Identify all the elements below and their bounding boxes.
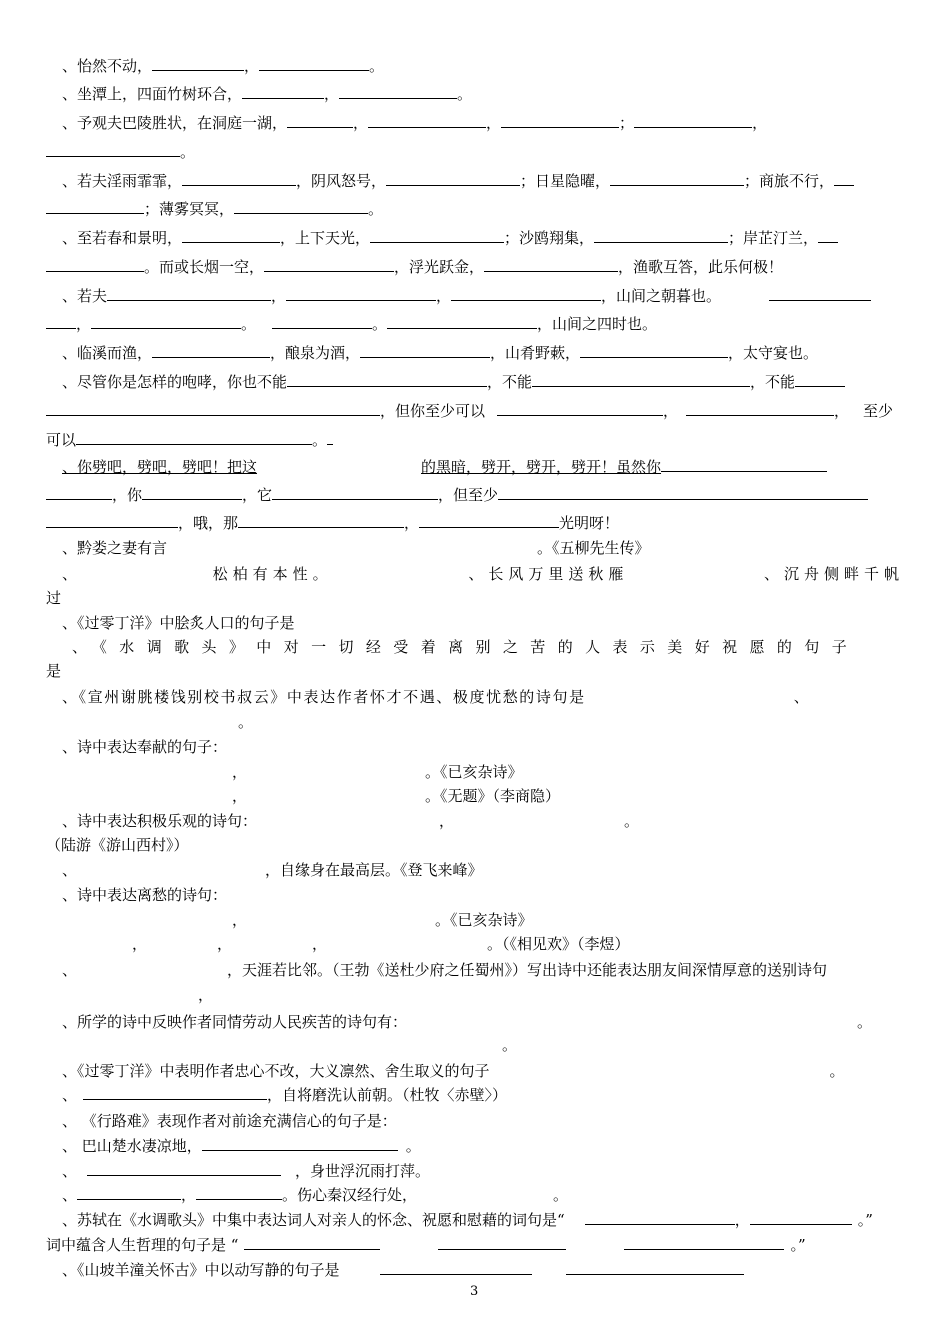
line-41: 、 《行路难》表现作者对前途充满信心的句子是：	[62, 1112, 397, 1130]
answer-blank[interactable]	[624, 1234, 784, 1250]
answer-blank[interactable]	[501, 112, 619, 128]
line-38: 。	[502, 1036, 518, 1054]
answer-blank[interactable]	[532, 371, 750, 387]
line-19: 、 松柏有本性。 、长风万里送秋雁 、沉舟侧畔千帆	[62, 565, 904, 583]
answer-blank[interactable]	[46, 141, 180, 157]
line-32: 、诗中表达离愁的诗句：	[62, 886, 228, 904]
answer-blank[interactable]	[750, 1209, 852, 1225]
line-36: ，	[198, 986, 214, 1004]
answer-blank[interactable]	[46, 256, 144, 272]
line-2: 、坐潭上，四面竹树环合， ， 。	[62, 85, 473, 103]
line-20: 过	[46, 589, 62, 607]
answer-blank[interactable]	[182, 227, 280, 243]
answer-blank[interactable]	[610, 170, 744, 186]
answer-blank[interactable]	[438, 1234, 566, 1250]
answer-blank[interactable]	[76, 429, 312, 445]
line-12: 、尽管你是怎样的咆哮，你也不能 ，不能 ，不能	[62, 371, 845, 393]
answer-blank[interactable]	[264, 256, 394, 272]
line-43: 、 ，身世浮沉雨打萍。	[62, 1162, 431, 1180]
answer-blank[interactable]	[77, 1184, 181, 1200]
answer-blank[interactable]	[46, 512, 178, 528]
line-33: ， 。《已亥杂诗》	[232, 911, 533, 929]
answer-blank[interactable]	[286, 285, 436, 301]
line-39: 、《过零丁洋》中表明作者忠心不改，大义凛然、舍生取义的句子 。	[62, 1062, 845, 1080]
answer-blank[interactable]	[327, 429, 333, 445]
line-9: 、若夫 ， ， ，山间之朝暮也。	[62, 285, 871, 307]
line-18: 、黔娄之妻有言 。《五柳先生传》	[62, 539, 650, 557]
line-46: 词中蕴含人生哲理的句子是 “ 。”	[46, 1236, 806, 1254]
line-5: 、若夫淫雨霏霏， ，阴风怒号， ；日星隐曜， ；商旅不行，	[62, 170, 854, 192]
line-1: 、怡然不动， ， 。	[62, 57, 385, 75]
answer-blank[interactable]	[46, 198, 144, 214]
line-23: 是	[46, 662, 62, 680]
answer-blank[interactable]	[238, 512, 404, 528]
answer-blank[interactable]	[272, 313, 372, 329]
line-44: 、 ， 。伤心秦汉经行处， 。	[62, 1186, 569, 1204]
line-15: 、你劈吧，劈吧，劈吧！把这 的黑暗，劈开，劈开，劈开！虽然你	[46, 456, 827, 478]
answer-blank[interactable]	[380, 1259, 532, 1275]
answer-blank[interactable]	[46, 484, 112, 500]
line-6: ；薄雾冥冥， 。	[46, 198, 383, 220]
answer-blank[interactable]	[244, 1234, 380, 1250]
line-42: 、 巴山楚水凄凉地， 。	[62, 1137, 421, 1155]
answer-blank[interactable]	[142, 484, 242, 500]
answer-blank[interactable]	[834, 170, 854, 186]
answer-blank[interactable]	[451, 285, 601, 301]
line-29: 、诗中表达积极乐观的诗句： ， 。	[62, 812, 640, 830]
answer-blank[interactable]	[259, 55, 369, 71]
line-31: 、 ，自缘身在最高层。《登飞来峰》	[62, 861, 483, 879]
answer-blank[interactable]	[107, 285, 271, 301]
answer-blank[interactable]	[46, 400, 380, 416]
answer-blank[interactable]	[339, 83, 457, 99]
answer-blank[interactable]	[360, 342, 490, 358]
line-34: ， ， ， 。（《相见欢》（李煜）	[132, 935, 630, 953]
line-22: 、《水调歌头》中对一切经受着离别之苦的人表示美好祝愿的句子	[72, 638, 860, 656]
line-16: ，你 ，它 ，但至少	[46, 484, 868, 506]
answer-blank[interactable]	[566, 1259, 744, 1275]
answer-blank[interactable]	[769, 285, 871, 301]
answer-blank[interactable]	[634, 112, 752, 128]
line-3: 、予观夫巴陵胜状，在洞庭一湖， ， ， ； ，	[62, 114, 768, 132]
line-40: 、 ，自将磨洗认前朝。（杜牧〈赤壁〉）	[62, 1086, 508, 1104]
answer-blank[interactable]	[387, 313, 537, 329]
answer-blank[interactable]	[818, 227, 838, 243]
line-11: 、临溪而渔， ，酿泉为酒， ，山肴野蔌， ，太守宴也。	[62, 344, 819, 362]
answer-blank[interactable]	[242, 83, 324, 99]
line-25: 。	[238, 713, 254, 731]
answer-blank[interactable]	[795, 371, 845, 387]
line-27: ， 。《已亥杂诗》	[232, 763, 523, 781]
line-14: 可以 。	[46, 429, 333, 451]
answer-blank[interactable]	[152, 342, 270, 358]
answer-blank[interactable]	[83, 1084, 267, 1100]
answer-blank[interactable]	[497, 400, 663, 416]
page-number: 3	[470, 1284, 479, 1299]
answer-blank[interactable]	[594, 227, 728, 243]
answer-blank[interactable]	[272, 484, 438, 500]
line-37: 、所学的诗中反映作者同情劳动人民疾苦的诗句有： 。	[62, 1013, 873, 1031]
answer-blank[interactable]	[91, 313, 241, 329]
answer-blank[interactable]	[661, 456, 827, 472]
line-10: ， 。 。 ，山间之四时也。	[46, 313, 657, 335]
answer-blank[interactable]	[686, 400, 834, 416]
line-8: 。而或长烟一空， ，浮光跃金， ，渔歌互答，此乐何极！	[46, 256, 783, 278]
answer-blank[interactable]	[368, 112, 486, 128]
answer-blank[interactable]	[46, 313, 76, 329]
answer-blank[interactable]	[87, 1160, 281, 1176]
answer-blank[interactable]	[234, 198, 368, 214]
line-7: 、至若春和景明， ，上下天光， ；沙鸥翔集， ；岸芷汀兰，	[62, 227, 838, 249]
line-47: 、《山坡羊潼关怀古》中以动写静的句子是	[62, 1259, 744, 1281]
answer-blank[interactable]	[580, 342, 728, 358]
line-24: 、《宣州谢朓楼饯别校书叔云》中表达作者怀才不遇、极度忧愁的诗句是 、	[62, 688, 809, 706]
line-45: 、苏轼在《水调歌头》中集中表达词人对亲人的怀念、祝愿和慰藉的词句是“ ， 。”	[62, 1211, 873, 1229]
answer-blank[interactable]	[370, 227, 504, 243]
line-17: ，哦，那 ， 光明呀！	[46, 512, 619, 534]
answer-blank[interactable]	[202, 1135, 398, 1151]
answer-blank[interactable]	[182, 170, 296, 186]
answer-blank[interactable]	[386, 170, 520, 186]
line-4: 。	[46, 141, 195, 163]
line-26: 、诗中表达奉献的句子：	[62, 738, 228, 756]
line-35: 、 ，天涯若比邻。（王勃《送杜少府之任蜀州》）写出诗中还能表达朋友间深情厚意的送别诗句	[62, 961, 828, 979]
answer-blank[interactable]	[287, 112, 353, 128]
answer-blank[interactable]	[498, 484, 868, 500]
answer-blank[interactable]	[196, 1184, 282, 1200]
line-28: ， 。《无题》（李商隐）	[232, 787, 561, 805]
answer-blank[interactable]	[419, 512, 559, 528]
answer-blank[interactable]	[287, 371, 487, 387]
line-30: （陆游《游山西村》）	[46, 836, 189, 854]
answer-blank[interactable]	[484, 256, 618, 272]
line-13: ，但你至少可以 ， ， 至少	[46, 400, 893, 422]
answer-blank[interactable]	[152, 55, 244, 71]
answer-blank[interactable]	[585, 1209, 735, 1225]
line-21: 、《过零丁洋》中脍炙人口的句子是	[62, 614, 295, 632]
